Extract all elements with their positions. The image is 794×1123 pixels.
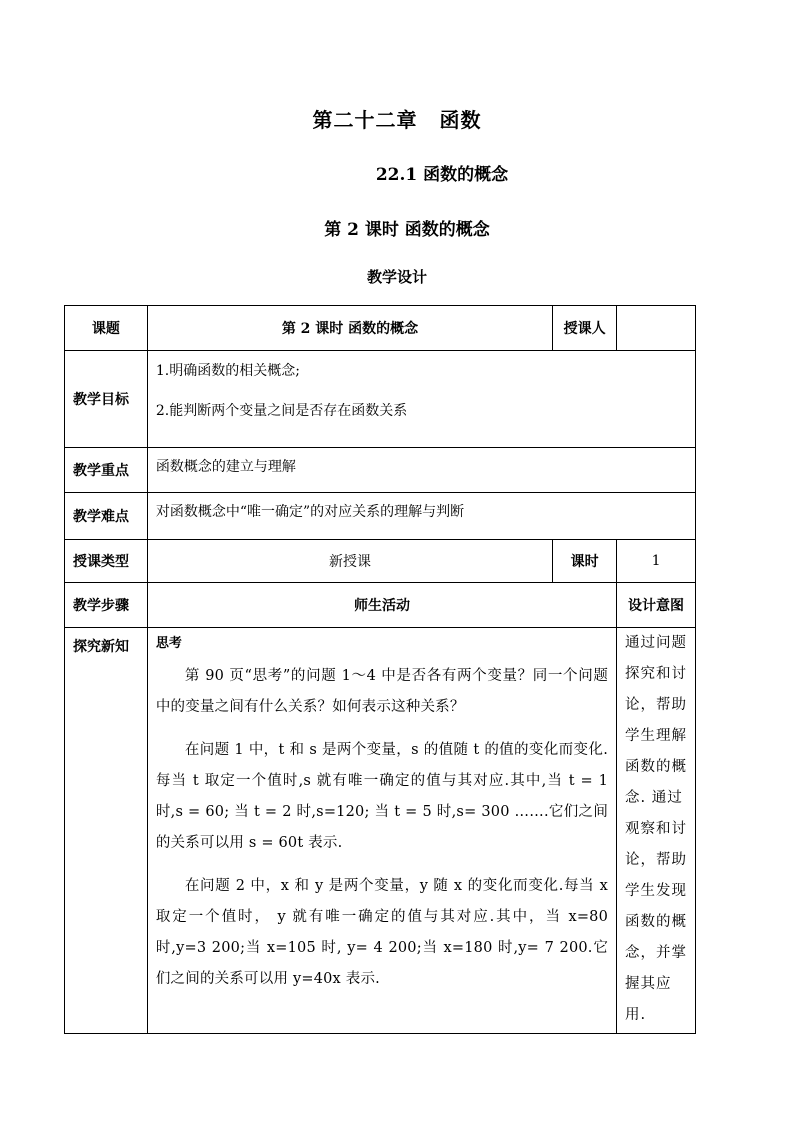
teacher-value (617, 306, 696, 351)
table-row (65, 628, 696, 1034)
table-row (65, 306, 696, 351)
chapter-title (0, 104, 794, 133)
intent-text: 通过问题探究和讨论，帮助学生理解函数的概念. 通过观察和讨论，帮助学生发现函数的概念，并掌握其应用. (625, 635, 688, 1023)
objectives-label: 教学目标 (65, 351, 148, 448)
table-row (65, 351, 696, 448)
activity-label: 师生活动 (147, 583, 616, 628)
objective-item: 1.明确函数的相关概念; (155, 363, 300, 379)
section-title: 22.1 函数的概念 (375, 165, 509, 185)
explore-label: 探究新知 (65, 628, 148, 1034)
intent-label: 设计意图 (617, 583, 696, 628)
key-point-value: 函数概念的建立与理解 (155, 459, 296, 475)
lesson-type-label: 授课类型 (65, 540, 148, 583)
key-point-cell (147, 448, 695, 493)
activity-paragraph: 在问题 2 中，x 和 y 是两个变量，y 随 x 的变化而变化.每当 x 取定一个值时， y 就有唯一确定的值与其对应.其中，当 x=80 时,y=3 200;当 x=105 时, y= 4 200;当 x=180 时,y= 7 200.它们之间的关系可以用 y=40x 表示. (155, 878, 609, 987)
chapter-number: 第二十二章 (312, 108, 418, 132)
table-row (65, 448, 696, 493)
topic-value: 第 2 课时 函数的概念 (147, 306, 552, 351)
difficulty-cell (147, 493, 695, 540)
activity-paragraph: 第 90 页“思考”的问题 1～4 中是否各有两个变量？同一个问题中的变量之间有什么关系？如何表示这种关系？ (155, 668, 609, 715)
design-title: 教学设计 (366, 268, 427, 286)
intent-cell (617, 628, 696, 1034)
lesson-type-value: 新授课 (147, 540, 552, 583)
table-row (65, 540, 696, 583)
activity-cell (147, 628, 616, 1034)
activity-paragraph: 在问题 1 中，t 和 s 是两个变量，s 的值随 t 的值的变化而变化.每当 t 取定一个值时,s 就有唯一确定的值与其对应.其中,当 t = 1 时,s = 60; 当 t = 2 时,s=120; 当 t = 5 时,s= 300 …….它们之间的关系可以用 s = 60t 表示. (155, 742, 609, 851)
objectives-cell (147, 351, 695, 448)
lesson-title: 第 2 课时 函数的概念 (324, 220, 490, 240)
topic-label: 课题 (65, 306, 148, 351)
difficulty-label: 教学难点 (65, 493, 148, 540)
difficulty-value: 对函数概念中“唯一确定”的对应关系的理解与判断 (155, 504, 465, 520)
teacher-label: 授课人 (553, 306, 617, 351)
table-row (65, 493, 696, 540)
chapter-name: 函数 (439, 108, 482, 132)
hours-value: 1 (617, 540, 696, 583)
objective-item: 2.能判断两个变量之间是否存在函数关系 (155, 403, 408, 419)
table-row (65, 583, 696, 628)
key-point-label: 教学重点 (65, 448, 148, 493)
hours-label: 课时 (553, 540, 617, 583)
think-label: 思考 (155, 636, 182, 651)
lesson-plan-table (64, 305, 696, 1034)
steps-label: 教学步骤 (65, 583, 148, 628)
